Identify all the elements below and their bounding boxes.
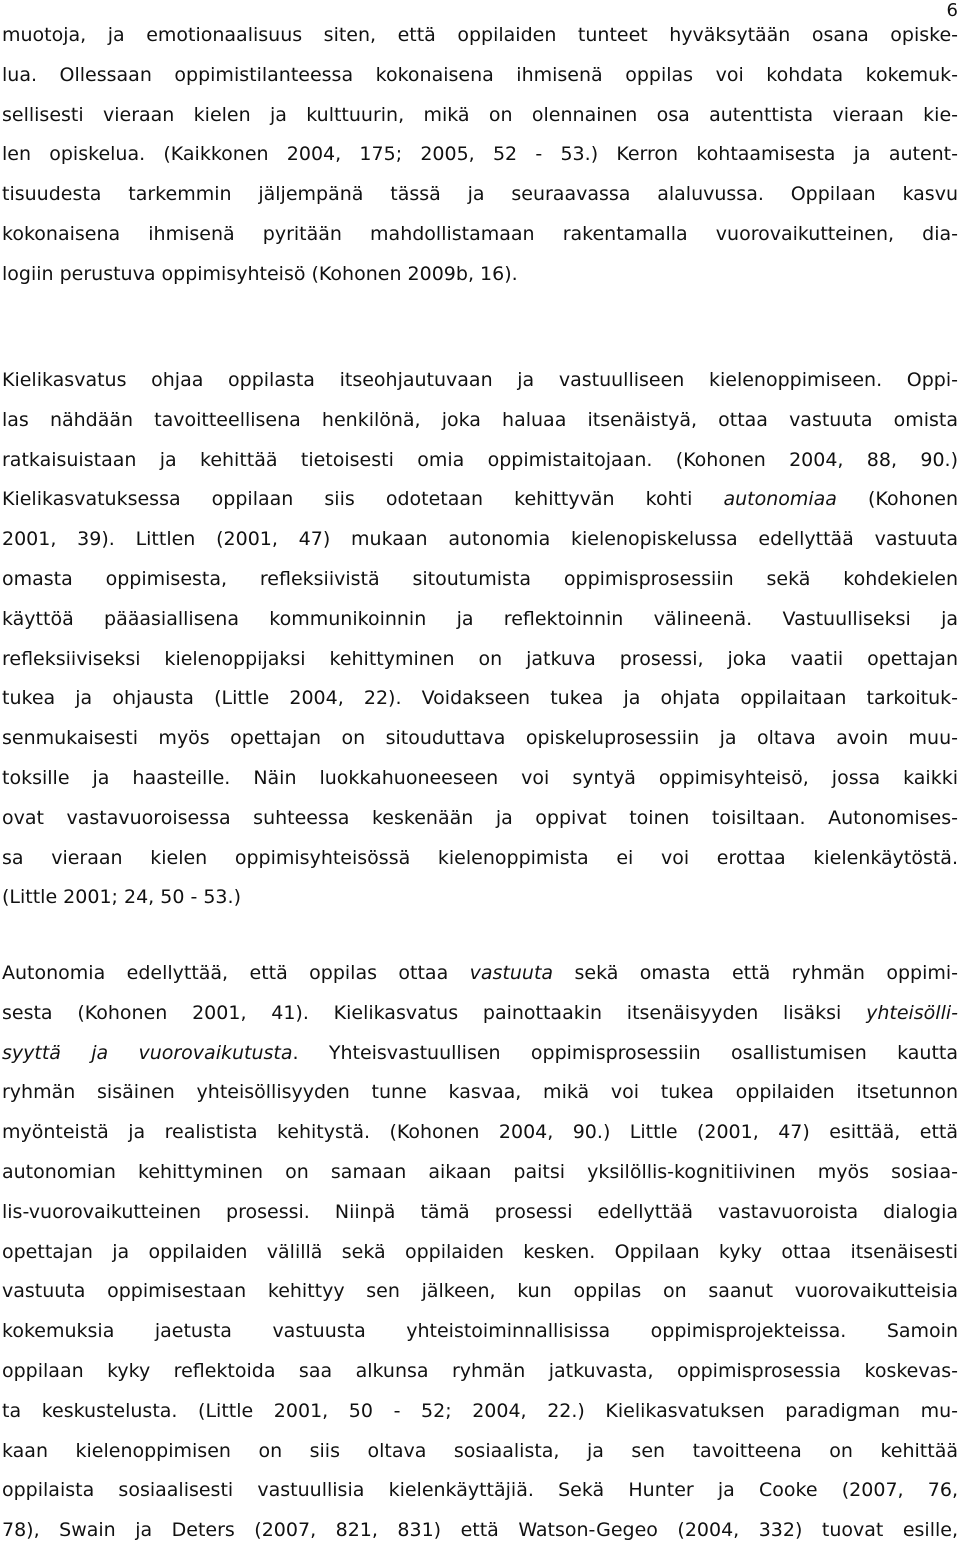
- text-segment: ratkaisuistaan ja kehittää tietoisesti omia oppimistaitojaan. (Kohonen 2004, 88, 90.): [2, 448, 958, 471]
- text-segment: ta keskustelusta. (Little 2001, 50 - 52; 2004, 22.) Kielikasvatuksen paradigman mu-: [2, 1399, 958, 1422]
- text-segment: len opiskelua. (Kaikkonen 2004, 175; 2005, 52 - 53.) Kerron kohtaamisesta ja autent-: [2, 143, 958, 166]
- italic-text: vastuuta: [469, 962, 554, 984]
- text-line: [2, 1438, 958, 1464]
- italic-text: syyttä ja vuorovaikutusta: [2, 1041, 293, 1064]
- text-segment: omasta oppimisesta, refleksiivistä sitoutumista oppimisprosessiin sekä kohdekielen: [2, 568, 958, 590]
- text-segment: kokemuksia jaetusta vastuusta yhteistoiminnallisissa oppimisprojekteissa. Samoin: [2, 1320, 958, 1343]
- text-line: [2, 1079, 958, 1105]
- text-line: [2, 1278, 958, 1304]
- text-line: [2, 606, 958, 632]
- text-segment: toksille ja haasteille. Näin luokkahuoneeseen voi syntyä oppimisyhteisö, jossa kaikki: [2, 767, 958, 789]
- text-segment: ovat vastavuoroisessa suhteessa keskenään ja oppivat toinen toisiltaan. Autonomises-: [2, 806, 958, 829]
- text-segment: 2001, 39). Littlen (2001, 47) mukaan autonomia kielenopiskelussa edellyttää vastuuta: [2, 528, 958, 551]
- text-line: [2, 407, 958, 433]
- text-line: [2, 1517, 958, 1543]
- text-line: [2, 1318, 958, 1344]
- text-segment: lis-vuorovaikutteinen prosessi. Niinpä tämä prosessi edellyttää vastavuoroista dialogia: [2, 1200, 958, 1223]
- text-segment: senmukaisesti myös opettajan on sitouduttava opiskeluprosessiin ja oltava avoin muu-: [2, 727, 958, 750]
- text-line: [2, 1199, 958, 1225]
- text-segment: ryhmän sisäinen yhteisöllisyyden tunne kasvaa, mikä voi tukea oppilaiden itsetunnon: [2, 1081, 958, 1104]
- text-line: [2, 22, 958, 48]
- text-line: [2, 725, 958, 751]
- text-line: [2, 62, 958, 88]
- text-segment: sekä omasta että ryhmän oppimi-: [553, 962, 958, 984]
- italic-text: autonomiaa: [723, 488, 837, 511]
- text-line: [2, 221, 958, 247]
- text-line: [2, 884, 958, 910]
- text-line: [2, 1398, 958, 1424]
- text-segment: (Little 2001; 24, 50 - 53.): [2, 886, 241, 909]
- text-segment: Kielikasvatuksessa oppilaan siis odotetaan kehittyvän kohti: [2, 488, 724, 511]
- text-segment: refleksiiviseksi kielenoppijaksi kehittyminen on jatkuva prosessi, joka vaatii opettajan: [2, 647, 958, 670]
- text-segment: autonomian kehittyminen on samaan aikaan paitsi yksilöllis-kognitiivinen myös sosiaa-: [2, 1161, 958, 1183]
- text-line: [2, 1000, 958, 1026]
- text-segment: (Kohonen: [836, 488, 958, 511]
- text-segment: muotoja, ja emotionaalisuus siten, että oppilaiden tunteet hyväksytään osana opiske-: [2, 24, 958, 46]
- text-line: [2, 566, 958, 592]
- text-line: [2, 526, 958, 552]
- text-segment: opettajan ja oppilaiden välillä sekä oppilaiden kesken. Oppilaan kyky ottaa itsenäisesti: [2, 1240, 958, 1263]
- text-segment: sellisesti vieraan kielen ja kulttuurin, mikä on olennainen osa autenttista vieraan kie-: [2, 103, 958, 126]
- text-line: [2, 1239, 958, 1265]
- text-segment: kaan kielenoppimisen on siis oltava sosiaalista, ja sen tavoitteena on kehittää: [2, 1439, 958, 1462]
- text-segment: logiin perustuva oppimisyhteisö (Kohonen 2009b, 16).: [2, 262, 518, 285]
- text-line: [2, 1040, 958, 1066]
- text-line: [2, 845, 958, 871]
- text-line: [2, 960, 958, 986]
- text-segment: oppilaista sosiaalisesti vastuullisia kielenkäyttäjiä. Sekä Hunter ja Cooke (2007, 76,: [2, 1479, 958, 1502]
- text-segment: oppilaan kyky reflektoida saa alkunsa ryhmän jatkuvasta, oppimisprosessia koskevas-: [2, 1360, 958, 1382]
- text-segment: käyttöä pääasiallisena kommunikoinnin ja reflektoinnin välineenä. Vastuulliseksi ja: [2, 607, 958, 630]
- text-segment: . Yhteisvastuullisen oppimisprosessiin osallistumisen kautta: [292, 1041, 958, 1064]
- text-line: [2, 1119, 958, 1145]
- text-segment: Autonomia edellyttää, että oppilas ottaa: [2, 962, 470, 984]
- text-line: [2, 805, 958, 831]
- text-segment: sa vieraan kielen oppimisyhteisössä kielenoppimista ei voi erottaa kielenkäytöstä.: [2, 846, 958, 869]
- text-line: [2, 181, 958, 207]
- text-line: [2, 447, 958, 473]
- text-line: [2, 367, 958, 393]
- text-line: [2, 685, 958, 711]
- text-segment: 78), Swain ja Deters (2007, 821, 831) että Watson-Gegeo (2004, 332) tuovat esille,: [2, 1519, 958, 1542]
- text-segment: Kielikasvatus ohjaa oppilasta itseohjautuvaan ja vastuulliseen kielenoppimiseen. Oppi-: [2, 369, 958, 391]
- text-segment: tisuudesta tarkemmin jäljempänä tässä ja seuraavassa alaluvussa. Oppilaan kasvu: [2, 183, 958, 206]
- text-line: [2, 102, 958, 128]
- text-segment: sesta (Kohonen 2001, 41). Kielikasvatus painottaakin itsenäisyyden lisäksi: [2, 1001, 867, 1024]
- text-segment: myönteistä ja realistista kehitystä. (Kohonen 2004, 90.) Little (2001, 47) esittää, että: [2, 1121, 958, 1144]
- text-segment: las nähdään tavoitteellisena henkilönä, joka haluaa itsenäistyä, ottaa vastuuta omista: [2, 408, 958, 431]
- text-segment: vastuuta oppimisestaan kehittyy sen jälkeen, kun oppilas on saanut vuorovaikutteisia: [2, 1280, 958, 1303]
- italic-text: yhteisölli-: [866, 1001, 958, 1024]
- text-line: [2, 1159, 958, 1185]
- text-line: [2, 141, 958, 167]
- text-line: [2, 261, 958, 287]
- text-segment: kokonaisena ihmisenä pyritään mahdollistamaan rakentamalla vuorovaikutteinen, dia-: [2, 223, 958, 245]
- text-line: [2, 1477, 958, 1503]
- text-line: [2, 646, 958, 672]
- page-number: 6: [946, 0, 958, 21]
- text-line: [2, 765, 958, 791]
- text-line: [2, 486, 958, 512]
- text-segment: lua. Ollessaan oppimistilanteessa kokonaisena ihmisenä oppilas voi kohdata kokemuk-: [2, 63, 958, 86]
- text-segment: tukea ja ohjausta (Little 2004, 22). Voidakseen tukea ja ohjata oppilaitaan tarkoituk-: [2, 687, 958, 710]
- text-line: [2, 1358, 958, 1384]
